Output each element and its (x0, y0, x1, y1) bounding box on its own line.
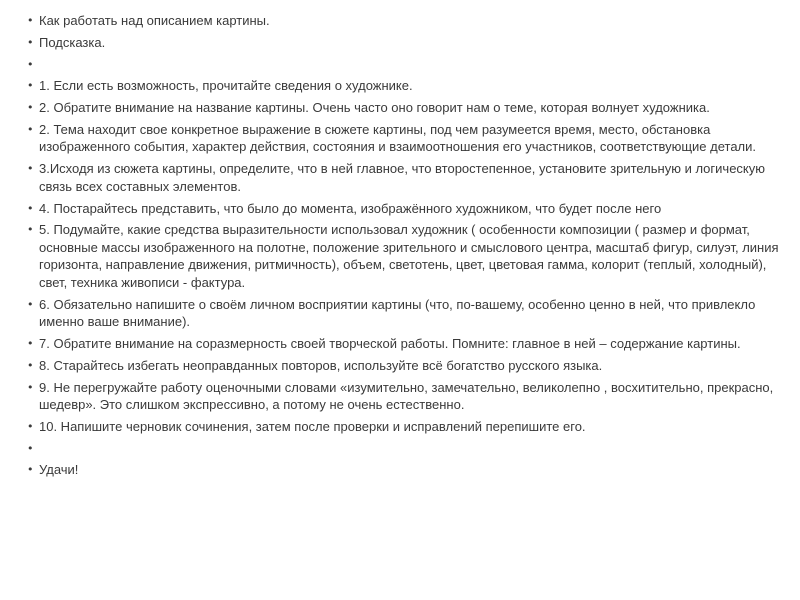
item-text: Как работать над описанием картины. (39, 13, 270, 28)
item-text: 4. Постарайтесь представить, что было до момента, изображённого художником, что будет после него (39, 200, 662, 216)
item-text: Подсказка. (39, 34, 106, 50)
list-item-closing (27, 461, 785, 479)
list-item-hint (27, 34, 785, 52)
list-item-step-7 (27, 335, 785, 353)
bullet-icon: • (27, 358, 34, 372)
list-item-step-1 (27, 77, 785, 95)
bullet-icon: • (27, 162, 34, 176)
list-item-step-3 (27, 160, 785, 195)
bullet-icon: • (27, 336, 34, 350)
bullet-icon: • (27, 79, 34, 93)
item-text: 2. Обратите внимание на название картины. Очень часто оно говорит нам о теме, которая волнует художника. (39, 100, 710, 116)
bullet-icon: • (27, 14, 34, 27)
bullet-icon: • (27, 463, 34, 477)
bullet-icon: • (27, 201, 34, 215)
list-item-step-9 (27, 379, 785, 414)
list-item-empty (27, 440, 785, 458)
list-item-step-6 (27, 296, 785, 331)
item-text: 10. Напишите черновик сочинения, затем после проверки и исправлений перепишите его. (39, 418, 586, 434)
list-item-title (27, 12, 785, 30)
list-item-step-2 (27, 99, 785, 117)
item-text: 9. Не перегружайте работу оценочными словами «изумительно, замечательно, великолепно , восхитительно, прекрасно, шедевр». Это слишком экспрессивно, а потому не очень естественно. (39, 379, 774, 413)
list-item-step-2b (27, 121, 785, 156)
bullet-icon: • (27, 297, 34, 311)
list-item-step-8 (27, 357, 785, 375)
item-text: 2. Тема находит свое конкретное выражение в сюжете картины, под чем разумеется время, место, обстановка изображенного события, характер действия, состояния и взаимоотношения его участников, соответствующие детали. (39, 121, 757, 155)
instruction-list (27, 12, 785, 483)
bullet-icon: • (27, 419, 34, 433)
bullet-icon: • (27, 101, 34, 115)
item-text: 7. Обратите внимание на соразмерность своей творческой работы. Помните: главное в ней – содержание картины. (39, 335, 741, 351)
item-text: 1. Если есть возможность, прочитайте сведения о художнике. (39, 78, 413, 94)
item-text: Удачи! (39, 462, 79, 478)
bullet-icon: • (27, 57, 34, 71)
bullet-icon: • (27, 380, 34, 394)
item-text: 5. Подумайте, какие средства выразительности использовал художник ( особенности композиции ( размер и формат, основные массы изображенного на полотне, положение зрительного и смыслового центра, масштаб фигур, силуэт, линия горизонта, направление движения, ритмичность), объем, светотень, цвет, цветовая гамма, колорит (теплый, холодный), свет, техника живописи - фактура. (39, 222, 779, 290)
item-text: 3.Исходя из сюжета картины, определите, что в ней главное, что второстепенное, установите зрительную и логическую связь всех составных элементов. (39, 161, 766, 194)
bullet-icon: • (27, 122, 34, 136)
item-text: 6. Обязательно напишите о своём личном восприятии картины (что, по-вашему, особенно ценно в ней, что привлекло именно ваше внимание). (39, 296, 756, 330)
list-item-step-4 (27, 200, 785, 218)
list-item-step-10 (27, 418, 785, 436)
bullet-icon: • (27, 223, 34, 237)
bullet-icon: • (27, 441, 34, 455)
list-item-empty (27, 56, 785, 74)
bullet-icon: • (27, 35, 34, 49)
list-item-step-5 (27, 221, 785, 291)
item-text: 8. Старайтесь избегать неоправданных повторов, используйте всё богатство русского языка. (39, 357, 603, 373)
